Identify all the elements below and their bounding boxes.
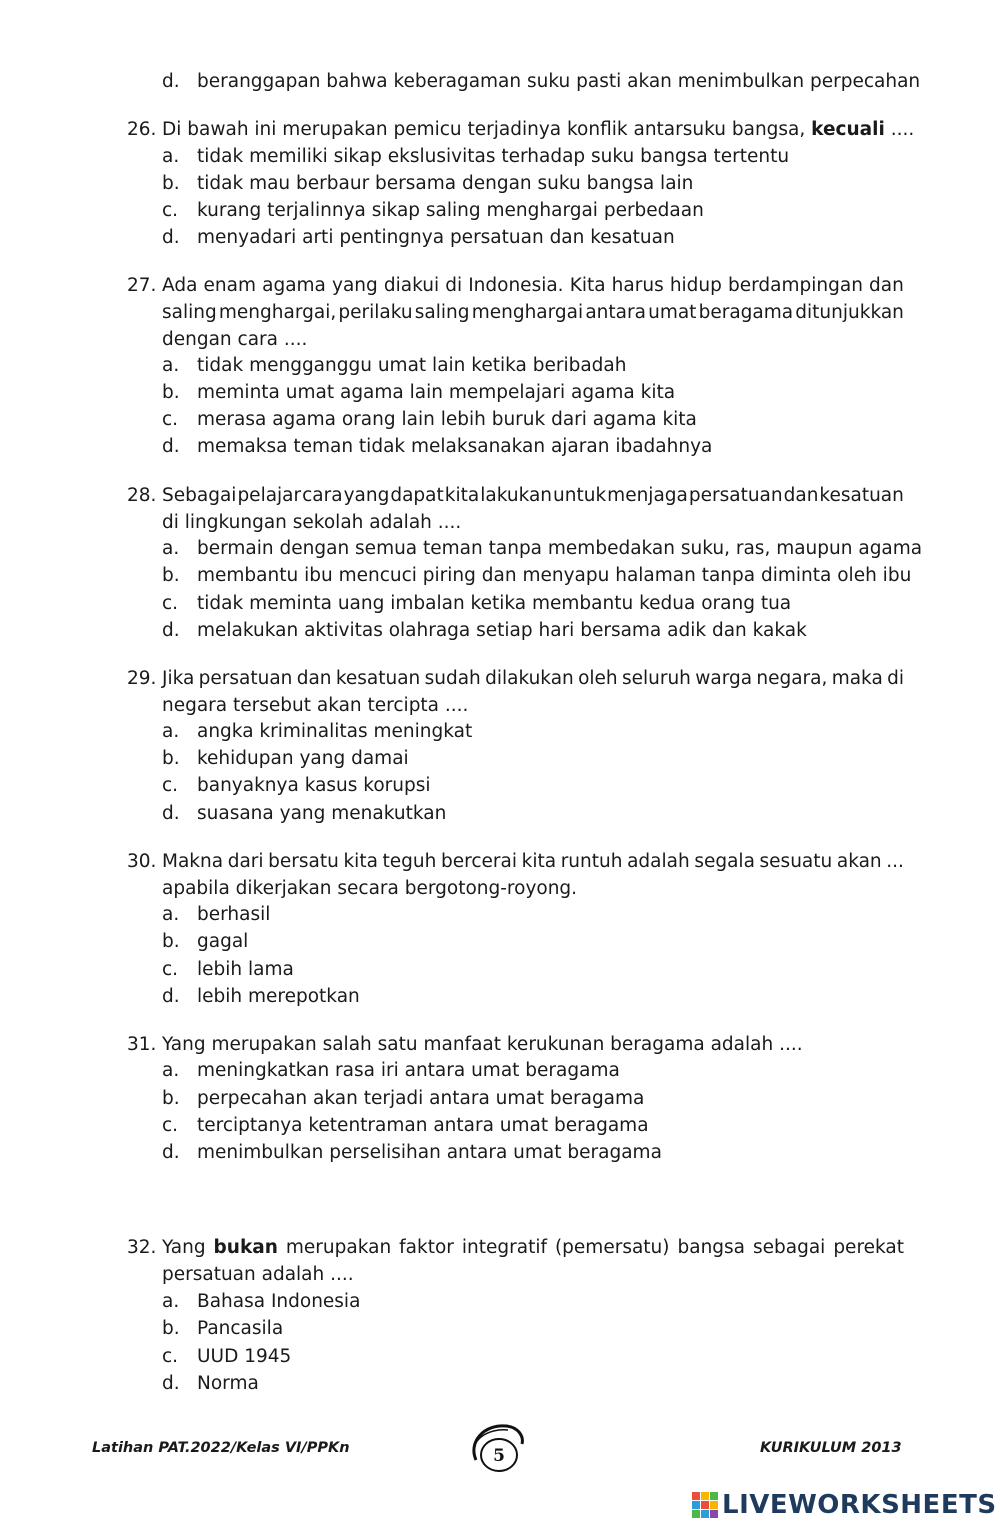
q27-option-a: a. tidak mengganggu umat lain ketika beribadah (162, 355, 627, 376)
footer-right: KURIKULUM 2013 (760, 1440, 902, 1456)
liveworksheets-watermark (692, 1490, 997, 1520)
footer-left: Latihan PAT.2022/Kelas VI/PPKn (92, 1440, 350, 1456)
q26-option-a: a. tidak memiliki sikap ekslusivitas terhadap suku bangsa tertentu (162, 146, 790, 167)
stem-line (162, 665, 904, 692)
stem-line: dengan cara .... (162, 329, 308, 350)
stem-line (162, 482, 904, 509)
q32-option-a: a. Bahasa Indonesia (162, 1291, 361, 1312)
word: kesatuan (819, 485, 904, 506)
word: sesuatu (759, 851, 833, 872)
question-26-stem: Di bawah ini merupakan pemicu terjadinya konflik antarsuku bangsa, kecuali .... (162, 119, 915, 140)
word: kesatuan (335, 668, 421, 689)
q31-option-d: d. menimbulkan perselisihan antara umat beragama (162, 1142, 662, 1163)
word: dan (783, 485, 819, 506)
word: bersatu (268, 851, 339, 872)
word: beragama (698, 302, 794, 323)
word: enam (203, 275, 256, 296)
word: dapat (390, 485, 444, 506)
stem-line (162, 272, 904, 299)
word: Sebagai (162, 485, 237, 506)
question-27-number: 27. (127, 275, 157, 296)
word: ... (886, 851, 904, 872)
word: (pemersatu) (554, 1237, 670, 1258)
word: saling (414, 302, 470, 323)
word: persatuan (688, 485, 783, 506)
stem-line: di lingkungan sekolah adalah .... (162, 512, 462, 533)
q28-option-c: c. tidak meminta uang imbalan ketika membantu kedua orang tua (162, 593, 792, 614)
word: warga (695, 668, 753, 689)
liveworksheets-logo-icon (692, 1492, 718, 1518)
q30-option-b: b. gagal (162, 931, 249, 952)
word: faktor (399, 1237, 454, 1258)
q26-option-b: b. tidak mau berbaur bersama dengan suku bangsa lain (162, 173, 694, 194)
word: kita (343, 851, 378, 872)
question-31-number: 31. (127, 1034, 157, 1055)
word: sebagai (753, 1237, 826, 1258)
word: kita (444, 485, 480, 506)
q26-option-d: d. menyadari arti pentingnya persatuan dan kesatuan (162, 227, 675, 248)
word: segala (694, 851, 755, 872)
question-27-stem (162, 272, 904, 353)
page-swirl-icon (466, 1420, 526, 1478)
word: seluruh (621, 668, 691, 689)
question-30-number: 30. (127, 851, 157, 872)
question-29-number: 29. (127, 668, 157, 689)
stem-line: persatuan adalah .... (162, 1264, 354, 1285)
stem-line: apabila dikerjakan secara bergotong-royong. (162, 878, 578, 899)
word: dan (296, 668, 332, 689)
word: sudah (424, 668, 481, 689)
q28-option-b: b. membantu ibu mencuci piring dan menyapu halaman tanpa diminta oleh ibu (162, 565, 912, 586)
word: yang (343, 485, 390, 506)
word: umat (648, 302, 697, 323)
word: persatuan (198, 668, 293, 689)
question-26-number: 26. (127, 119, 157, 140)
q27-option-b: b. meminta umat agama lain mempelajari agama kita (162, 382, 676, 403)
word: merupakan (285, 1237, 392, 1258)
stem-line (162, 848, 904, 875)
word: perekat (833, 1237, 904, 1258)
word: akan (836, 851, 882, 872)
q32-option-c: c. UUD 1945 (162, 1346, 292, 1367)
word: menghargai, (218, 302, 337, 323)
question-31-stem: Yang merupakan salah satu manfaat kerukunan beragama adalah .... (162, 1034, 803, 1055)
q29-option-d: d. suasana yang menakutkan (162, 803, 447, 824)
word: dilakukan (485, 668, 574, 689)
word: pelajar (237, 485, 302, 506)
word: dan (869, 275, 904, 296)
word: menjaga (607, 485, 688, 506)
word: oleh (578, 668, 618, 689)
word: agama (262, 275, 326, 296)
q32-option-b: b. Pancasila (162, 1318, 284, 1339)
word: berdampingan (728, 275, 863, 296)
word: dari (227, 851, 264, 872)
word: bangsa (677, 1237, 746, 1258)
page-number: 5 (493, 1446, 505, 1466)
word: Kita (569, 275, 606, 296)
q31-option-b: b. perpecahan akan terjadi antara umat beragama (162, 1088, 645, 1109)
q32-option-d: d. Norma (162, 1373, 259, 1394)
q29-option-c: c. banyaknya kasus korupsi (162, 775, 431, 796)
word: negara, (756, 668, 828, 689)
question-32-stem (162, 1234, 904, 1288)
question-28-number: 28. (127, 485, 157, 506)
word: antara (585, 302, 646, 323)
word: hidup (669, 275, 722, 296)
word: Jika (162, 668, 195, 689)
word: perilaku (338, 302, 413, 323)
question-29-stem (162, 665, 904, 719)
word: adalah (627, 851, 690, 872)
word: ditunjukkan (795, 302, 904, 323)
page-number-badge (466, 1420, 526, 1478)
q28-option-d: d. melakukan aktivitas olahraga setiap hari bersama adik dan kakak (162, 620, 807, 641)
stem-line: negara tersebut akan tercipta .... (162, 695, 469, 716)
word: teguh (382, 851, 437, 872)
word: yang (332, 275, 378, 296)
q28-option-a: a. bermain dengan semua teman tanpa membedakan suku, ras, maupun agama (162, 538, 923, 559)
q31-option-c: c. terciptanya ketentraman antara umat beragama (162, 1115, 649, 1136)
word: maka (831, 668, 883, 689)
word: di (887, 668, 904, 689)
word: integratif (461, 1237, 547, 1258)
word: diakui (383, 275, 440, 296)
question-28-stem (162, 482, 904, 536)
stem-line (162, 299, 904, 326)
word: runtuh (560, 851, 623, 872)
q30-option-d: d. lebih merepotkan (162, 986, 360, 1007)
word: di (445, 275, 463, 296)
word: menghargai (471, 302, 584, 323)
option-prev-d: d. beranggapan bahwa keberagaman suku pasti akan menimbulkan perpecahan (162, 71, 921, 92)
word: bercerai (441, 851, 517, 872)
word: Indonesia. (468, 275, 564, 296)
word: Ada (162, 275, 198, 296)
q27-option-d: d. memaksa teman tidak melaksanakan ajaran ibadahnya (162, 436, 713, 457)
word: lakukan (480, 485, 553, 506)
word: cara (302, 485, 343, 506)
question-30-stem (162, 848, 904, 902)
word: saling (162, 302, 217, 323)
word: kita (521, 851, 557, 872)
word: untuk (553, 485, 607, 506)
watermark-text: LIVEWORKSHEETS (722, 1490, 997, 1520)
q30-option-a: a. berhasil (162, 904, 271, 925)
word: harus (611, 275, 664, 296)
question-32-number: 32. (127, 1237, 157, 1258)
q26-option-c: c. kurang terjalinnya sikap saling menghargai perbedaan (162, 200, 704, 221)
q30-option-c: c. lebih lama (162, 959, 294, 980)
word: Makna (162, 851, 224, 872)
q27-option-c: c. merasa agama orang lain lebih buruk dari agama kita (162, 409, 697, 430)
q29-option-b: b. kehidupan yang damai (162, 748, 409, 769)
stem-line: Yang bukan merupakan faktor integratif (pemersatu) bangsa sebagai perekat (162, 1234, 904, 1261)
q29-option-a: a. angka kriminalitas meningkat (162, 721, 473, 742)
q31-option-a: a. meningkatkan rasa iri antara umat beragama (162, 1060, 620, 1081)
